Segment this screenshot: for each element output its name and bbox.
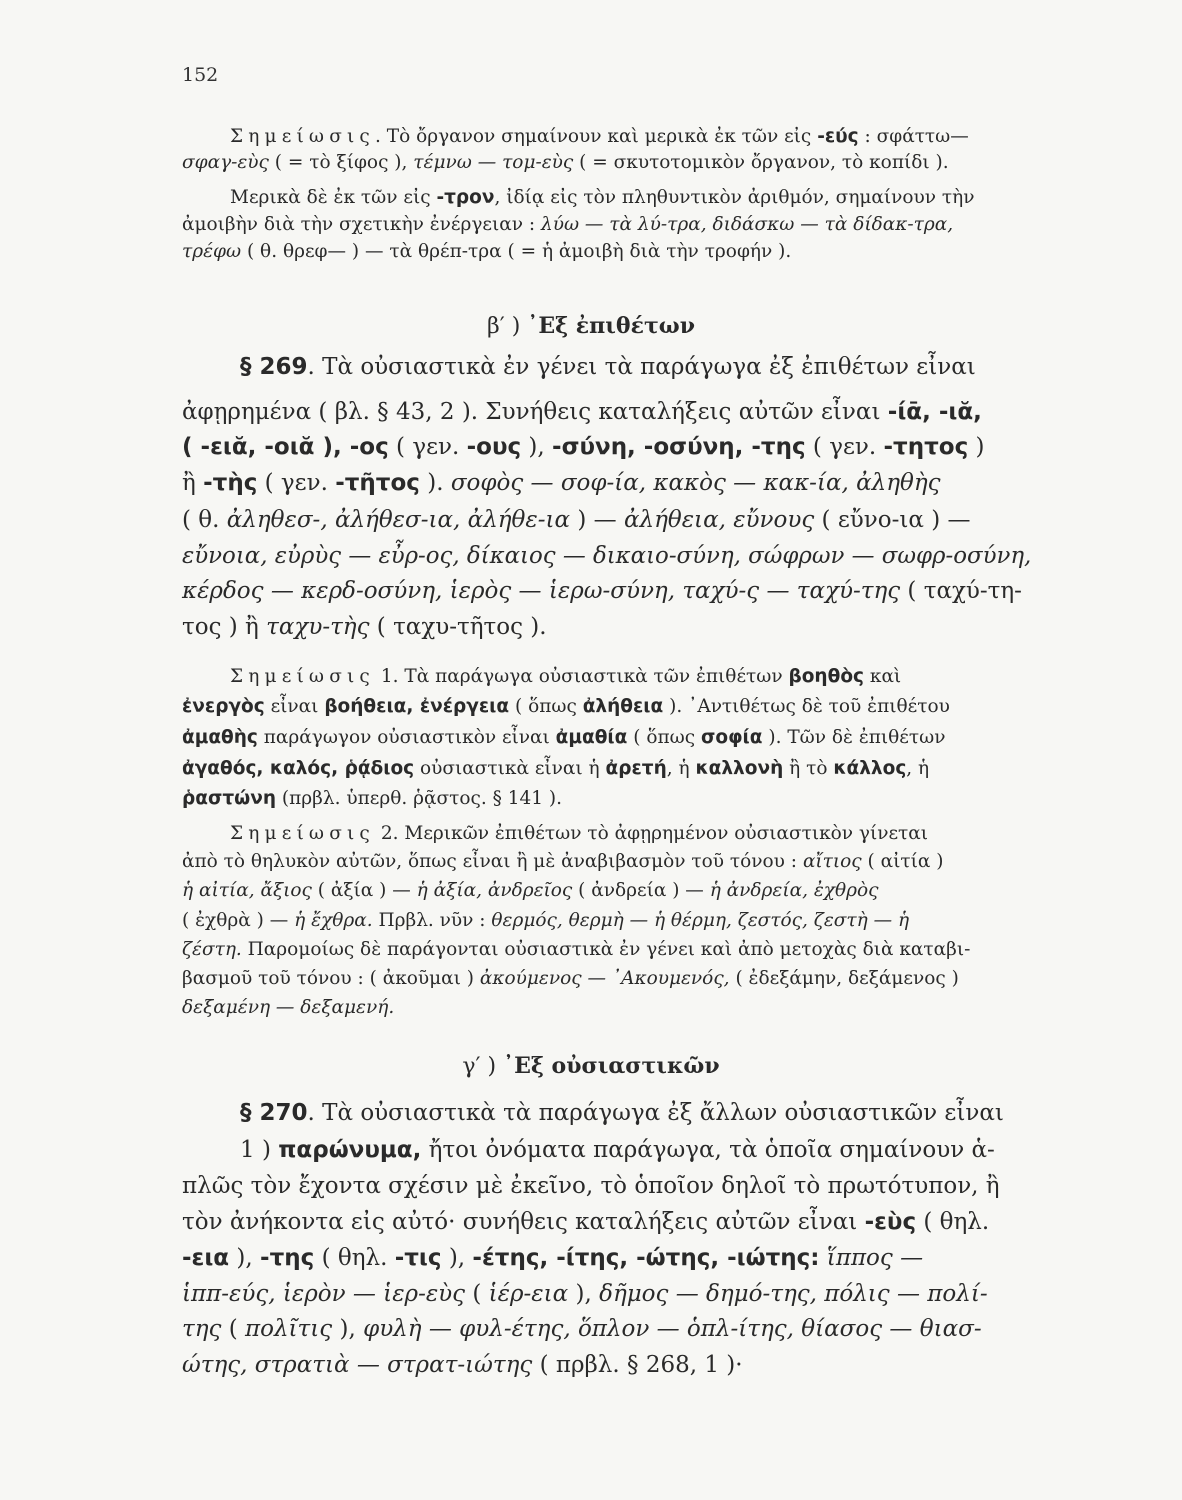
note-line: Σημείωσις 1. Τὰ παράγωγα οὐσιαστικὰ τῶν ἐπιθέτων βοηθὸς καὶ [230,666,902,687]
note-line: ἀπὸ τὸ θηλυκὸν αὐτῶν, ὅπως εἶναι ἢ μὲ ἀναβιβασμὸν τοῦ τόνου : αἴτιος ( αἰτία ) [182,851,944,872]
note-line: ἀγαθός, καλός, ῥᾴδιος οὐσιαστικὰ εἶναι ἡ ἀρετή, ἡ καλλονὴ ἢ τὸ κάλλος, ἡ [182,758,930,779]
paragraph-line: της ( πολῖτις ), φυλὴ — φυλ-έτης, ὅπλον — ὁπλ-ίτης, θίασος — θιασ- [182,1316,982,1342]
note-line: βασμοῦ τοῦ τόνου : ( ἀκοῦμαι ) ἀκούμενος — ᾿Ακουμενός, ( ἐδεξάμην, δεξάμενος ) [182,968,959,989]
note-line: ζέστη. Παρομοίως δὲ παράγονται οὐσιαστικὰ ἐν γένει καὶ ἀπὸ μετοχὰς διὰ καταβι- [182,939,971,960]
note-line: ῥαστώνη (πρβλ. ὑπερθ. ῥᾷστος. § 141 ). [182,788,563,809]
paragraph-line: ἢ -τὴς ( γεν. -τῆτος ). σοφὸς — σοφ-ία, κακὸς — κακ-ία, ἀληθὴς [182,470,941,496]
paragraph-line: εὔνοια, εὐρὺς — εὖρ-ος, δίκαιος — δικαιο-σύνη, σώφρων — σωφρ-οσύνη, [182,543,1032,569]
section-heading: γ′ ) ᾿Εξ οὐσιαστικῶν [462,1053,720,1079]
paragraph-line: ἀφῃρημένα ( βλ. § 43, 2 ). Συνήθεις καταλήξεις αὐτῶν εἶναι -ίᾱ, -ιᾰ, [182,399,982,425]
section-heading: β′ ) ᾿Εξ ἐπιθέτων [487,313,695,339]
paragraph-line: 1 ) παρώνυμα, ἤτοι ὀνόματα παράγωγα, τὰ ὁποῖα σημαίνουν ἁ- [240,1137,995,1163]
note-line: δεξαμένη — δεξαμενή. [182,997,395,1018]
note-line: τρέφω ( θ. θρεφ— ) — τὰ θρέπ-τρα ( = ἡ ἀμοιβὴ διὰ τὴν τροφήν ). [182,241,792,262]
paragraph-line: τος ) ἢ ταχυ-τὴς ( ταχυ-τῆτος ). [182,614,547,640]
page-number: 152 [182,64,219,86]
note-line: ( ἐχθρὰ ) — ἡ ἔχθρα. Πρβλ. νῦν : θερμός, θερμὴ — ἡ θέρμη, ζεστός, ζεστὴ — ἡ [182,910,910,931]
note-line: Σημείωσις 2. Μερικῶν ἐπιθέτων τὸ ἀφῃρημένον οὐσιαστικὸν γίνεται [230,823,929,844]
note-line: σφαγ-εὺς ( = τὸ ξίφος ), τέμνω — τομ-εὺς ( = σκυτοτομικὸν ὄργανον, τὸ κοπίδι ). [182,152,949,173]
paragraph-line: -εια ), -της ( θηλ. -τις ), -έτης, -ίτης, -ώτης, -ιώτης: ἵππος — [182,1245,924,1271]
note-line: ἀμαθὴς παράγωγον οὐσιαστικὸν εἶναι ἀμαθία ( ὅπως σοφία ). Τῶν δὲ ἐπιθέτων [182,727,946,748]
paragraph-line: § 270. Τὰ οὐσιαστικὰ τὰ παράγωγα ἐξ ἄλλων οὐσιαστικῶν εἶναι [240,1100,1004,1126]
note-line: ἐνεργὸς εἶναι βοήθεια, ἐνέργεια ( ὅπως ἀλήθεια ). ᾿Αντιθέτως δὲ τοῦ ἐπιθέτου [182,696,950,717]
paragraph-line: τὸν ἀνήκοντα εἰς αὐτό· συνήθεις καταλήξεις αὐτῶν εἶναι -εὺς ( θηλ. [182,1209,990,1235]
note-line: ἡ αἰτία, ἄξιος ( ἀξία ) — ἡ ἀξία, ἀνδρεῖος ( ἀνδρεία ) — ἡ ἀνδρεία, ἐχθρὸς [182,880,879,901]
paragraph-line: ἱππ-εύς, ἱερὸν — ἱερ-εὺς ( ἱέρ-εια ), δῆμος — δημό-της, πόλις — πολί- [182,1281,988,1307]
note-line: ἀμοιβὴν διὰ τὴν σχετικὴν ἐνέργειαν : λύω — τὰ λύ-τρα, διδάσκω — τὰ δίδακ-τρα, [182,214,954,235]
paragraph-line: κέρδος — κερδ-οσύνη, ἱερὸς — ἱερω-σύνη, ταχύ-ς — ταχύ-της ( ταχύ-τη- [182,578,1022,604]
paragraph-line: ώτης, στρατιὰ — στρατ-ιώτης ( πρβλ. § 268, 1 )· [182,1352,743,1378]
paragraph-line: πλῶς τὸν ἔχοντα σχέσιν μὲ ἐκεῖνο, τὸ ὁποῖον δηλοῖ τὸ πρωτότυπον, ἢ [182,1173,1000,1199]
section-number: § 270 [240,1100,308,1126]
section-number: § 269 [240,354,308,380]
paragraph-line: ( θ. ἀληθεσ-, ἀλήθεσ-ια, ἀλήθε-ια ) — ἀλήθεια, εὔνους ( εὔνο-ια ) — [182,507,971,533]
note-line: Μερικὰ δὲ ἐκ τῶν εἰς -τρον, ἰδίᾳ εἰς τὸν πληθυντικὸν ἀριθμόν, σημαίνουν τὴν [230,187,975,208]
paragraph-line: ( -ειᾰ, -οιᾰ ), -ος ( γεν. -ους ), -σύνη, -οσύνη, -της ( γεν. -τητος ) [182,434,985,460]
paragraph-line: § 269. Τὰ οὐσιαστικὰ ἐν γένει τὰ παράγωγα ἐξ ἐπιθέτων εἶναι [240,354,976,380]
note-line: Σημείωσις. Τὸ ὄργανον σημαίνουν καὶ μερικὰ ἐκ τῶν εἰς -εύς : σφάττω— [230,126,969,147]
